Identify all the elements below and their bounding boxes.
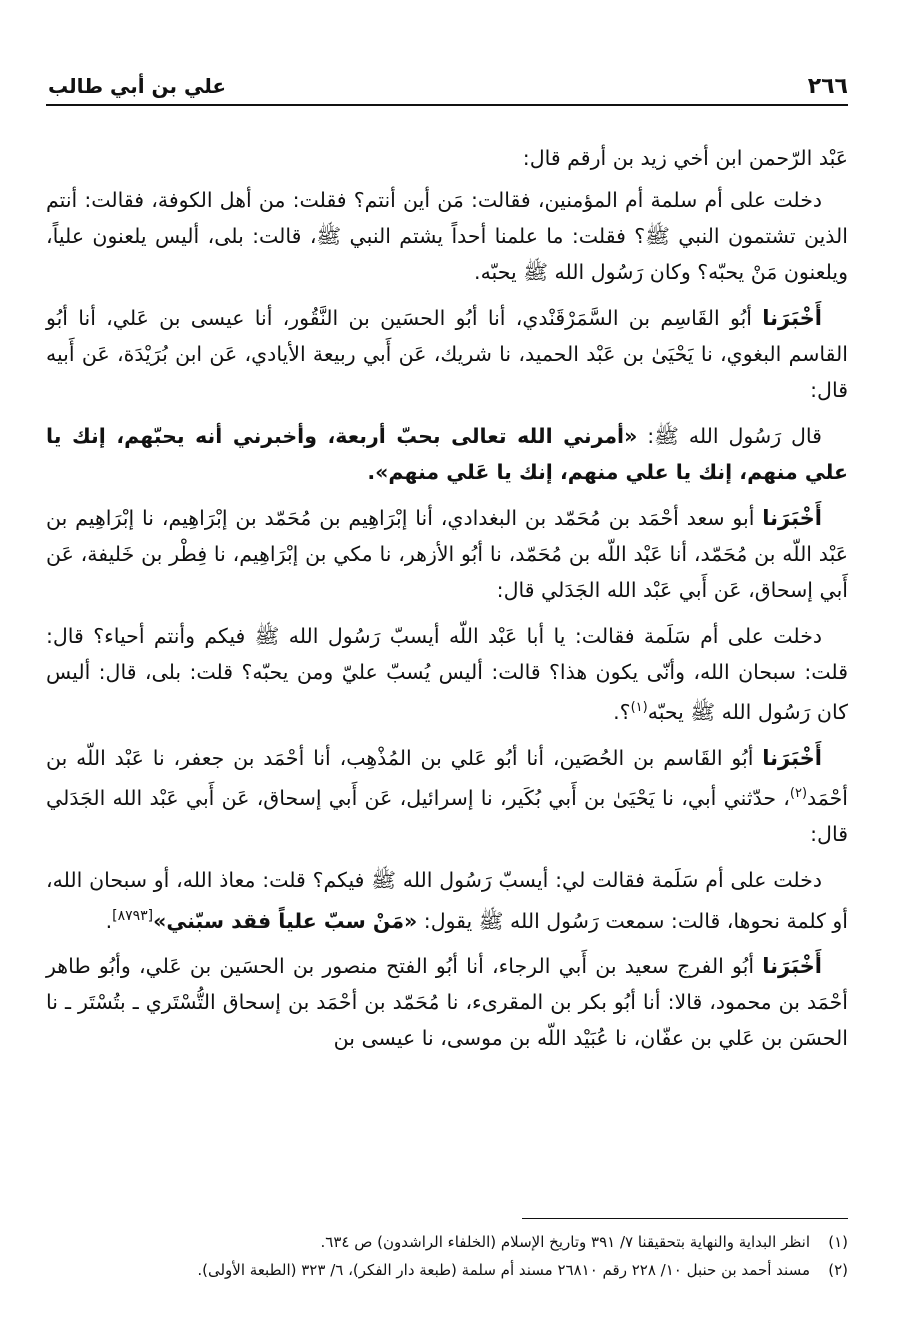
akhbarana-lead: أَخْبَرَنا	[762, 745, 822, 770]
paragraph-8: دخلت على أم سَلَمة فقالت لي: أيسبّ رَسُول الله ﷺ فيكم؟ قلت: معاذ الله، أو سبحان الله، أو كلمة نحوها، قالت: سمعت رَسُول الله ﷺ يقول: «مَنْ سبّ علياً فقد سبّني»[٨٧٩٣].	[46, 867, 848, 933]
footnote-number: (١)	[828, 1233, 848, 1251]
book-title: علي بن أبي طالب	[48, 74, 227, 98]
running-header	[48, 70, 848, 106]
paragraph-4: قال رَسُول الله ﷺ: «أمرني الله تعالى بحبّ أربعة، وأخبرني أنه يحبّهم، إنك يا علي منهم، إنك يا علي منهم، إنك يا عَلي منهم».	[46, 424, 848, 484]
akhbarana-lead: أَخْبَرَنا	[762, 306, 822, 330]
footnote-marker-1: (١)	[630, 700, 648, 715]
footnote-rule	[522, 1218, 848, 1219]
page-number: ٢٦٦	[807, 74, 848, 99]
paragraph-2: دخلت على أم سلمة أم المؤمنين، فقالت: مَن أين أنتم؟ فقلت: من أهل الكوفة، فقالت: أنتم الذين تشتمون النبي ﷺ؟ فقلت: ما علمنا أحداً يشتم النبي ﷺ، قالت: بلى، أليس يلعنون علياً، ويلعنون مَنْ يحبّه؟ وكان رَسُول الله ﷺ يحبّه.	[46, 188, 848, 284]
footnote-number: (٢)	[828, 1261, 848, 1279]
hadith-quote: «مَنْ سبّ علياً فقد سبّني»	[153, 908, 418, 933]
footnote-text: مسند أحمد بن حنبل ١٠/ ٢٢٨ رقم ٢٦٨١٠ مسند أم سلمة (طبعة دار الفكر)، ٦/ ٣٢٣ (الطبعة الأولى).	[197, 1261, 810, 1279]
paragraph-5: أَخْبَرَنا أبو سعد أحْمَد بن مُحَمّد بن البغدادي، أنا إبْرَاهِيم بن مُحَمّد بن إبْرَاهِيم، نا إبْرَاهِيم بن عَبْد اللّه بن مُحَمّد، أنا عَبْد اللّه بن مُحَمّد، نا أبُو الأزهر، نا مكي بن إبْرَاهِيم، نا فِطْر بن خَليفة، عَن أَبي إسحاق، عَن أَبي عَبْد الله الجَدَلي قال:	[46, 506, 848, 602]
akhbarana-lead: أَخْبَرَنا	[762, 506, 822, 530]
header-rule	[46, 104, 848, 106]
footnote	[46, 1256, 848, 1284]
footnotes	[46, 1228, 848, 1284]
hadith-number: [٨٧٩٣]	[112, 907, 154, 924]
hadith-quote: «أمرني الله تعالى بحبّ أربعة، وأخبرني أنه يحبّهم، إنك يا علي منهم، إنك يا علي منهم، إنك يا عَلي منهم».	[46, 424, 848, 484]
footnote-text: انظر البداية والنهاية بتحقيقنا ٧/ ٣٩١ وتاريخ الإسلام (الخلفاء الراشدون) ص ٦٣٤.	[320, 1233, 810, 1251]
paragraph-7: أَخْبَرَنا أبُو القَاسم بن الحُصَين، أنا أبُو عَلي بن المُذْهِب، أنا أحْمَد بن جعفر، نا عَبْد اللّه بن أحْمَد$^{(٢)}$، حدّثني أبي، نا يَحْيَىٰ بن أَبي بُكَير، نا إسرائيل، عَن أَبي إسحاق، عَن أَبي عَبْد الله الجَدَلي قال:	[46, 745, 848, 846]
akhbarana-lead: أَخْبَرَنا	[762, 954, 822, 979]
footnote	[46, 1228, 848, 1256]
main-text	[46, 140, 848, 1056]
paragraph-9: أَخْبَرَنا أبُو الفرج سعيد بن أَبي الرجاء، أنا أبُو الفتح منصور بن الحسَين بن عَلي، وأبُو طاهر أحْمَد بن محمود، قالا: أنا أبُو بكر بن المقرىء، نا مُحَمّد بن أحْمَد بن إسحاق التُّسْتَري ـ بتُسْتَر ـ نا الحسَن بن عَلي بن عفّان، نا عُبَيْد اللّه بن موسى، نا عيسى بن	[46, 954, 848, 1051]
paragraph-6: دخلت على أم سَلَمة فقالت: يا أبا عَبْد اللّه أيسبّ رَسُول الله ﷺ فيكم وأنتم أحياء؟ قال: قلت: سبحان الله، وأنّى يكون هذا؟ قالت: أليس يُسبّ عليّ ومن يحبّه؟ قلت: بلى، قال: أليس كان رَسُول الله ﷺ يحبّه$^{(١)}$؟.	[46, 624, 848, 724]
paragraph-3: أَخْبَرَنا أبُو القَاسِم بن السَّمَرْقَنْدي، أنا أبُو الحسَين بن النَّقُور، أنا عيسى بن عَلي، أنا أبُو القاسم البغوي، نا يَحْيَىٰ بن عَبْد الحميد، نا شريك، عَن أَبي ربيعة الأيادي، عَن ابن بُرَيْدَة، عَن أَبيه قال:	[46, 306, 848, 402]
footnote-marker-2: (٢)	[789, 785, 808, 801]
paragraph-1: عَبْد الرّحمن ابن أخي زيد بن أرقم قال:	[522, 146, 848, 170]
